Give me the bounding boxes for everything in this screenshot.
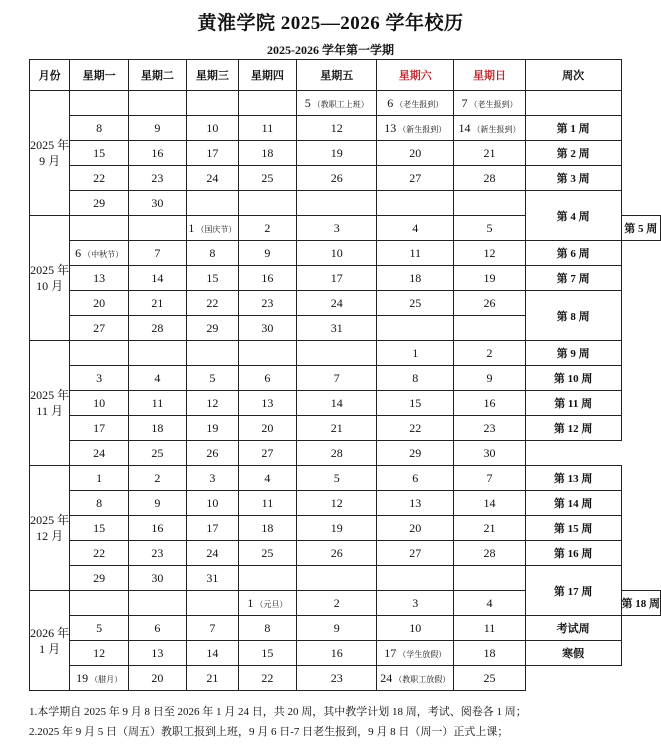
day-cell: 11 [238, 491, 296, 516]
week-number-cell: 第 16 周 [525, 541, 621, 566]
day-cell: 17 [70, 416, 129, 441]
day-cell: 16 [238, 266, 296, 291]
week-number-cell: 第 15 周 [525, 516, 621, 541]
header-wednesday: 星期三 [186, 60, 238, 91]
day-note: （学生放假） [398, 649, 447, 659]
day-note: （元旦） [255, 599, 288, 609]
day-cell: 21 [128, 291, 186, 316]
week-number-cell: 寒假 [525, 641, 621, 666]
day-cell: 22 [377, 416, 454, 441]
day-number: 1 [247, 595, 254, 610]
day-cell [70, 666, 129, 691]
day-cell: 12 [454, 241, 526, 266]
day-cell: 31 [186, 566, 238, 591]
day-cell: 18 [377, 266, 454, 291]
day-cell: 13 [70, 266, 129, 291]
day-cell: 3 [186, 466, 238, 491]
day-cell [454, 91, 526, 116]
day-cell: 28 [297, 441, 377, 466]
week-row [30, 616, 661, 641]
day-cell: 4 [454, 591, 526, 616]
note-line: 2.2025 年 9 月 5 日（周五）教职工报到上班，9 月 6 日-7 日老生报到，9 月 8 日（周一）正式上课； [29, 726, 509, 738]
day-cell: 13 [377, 491, 454, 516]
day-cell: 10 [186, 491, 238, 516]
day-cell: 25 [377, 291, 454, 316]
month-label [30, 91, 70, 216]
header-sunday: 星期日 [454, 60, 526, 91]
day-cell: 27 [377, 166, 454, 191]
day-cell: 4 [238, 466, 296, 491]
day-cell [238, 91, 296, 116]
day-cell: 7 [186, 616, 238, 641]
day-cell: 25 [238, 166, 296, 191]
day-cell: 11 [128, 391, 186, 416]
day-cell: 29 [70, 191, 129, 216]
day-cell: 2 [128, 466, 186, 491]
day-number: 17 [384, 645, 397, 660]
day-note: （新生报到） [398, 124, 447, 134]
week-row [30, 566, 661, 591]
day-cell [70, 216, 129, 241]
day-cell: 16 [128, 516, 186, 541]
day-cell: 9 [454, 366, 526, 391]
day-cell: 10 [377, 616, 454, 641]
day-cell: 2 [454, 341, 526, 366]
day-cell [297, 566, 377, 591]
day-cell [128, 91, 186, 116]
day-cell [454, 191, 526, 216]
week-number-cell: 第 18 周 [621, 591, 661, 616]
day-cell: 12 [297, 116, 377, 141]
day-cell: 18 [238, 516, 296, 541]
day-cell: 25 [128, 441, 186, 466]
day-cell [186, 591, 238, 616]
day-cell: 7 [128, 241, 186, 266]
day-cell: 15 [70, 516, 129, 541]
day-cell: 22 [70, 166, 129, 191]
week-row [30, 366, 661, 391]
day-cell: 14 [454, 491, 526, 516]
semester-notes [29, 702, 661, 742]
day-cell: 31 [297, 316, 377, 341]
week-row [30, 141, 661, 166]
day-cell: 3 [377, 591, 454, 616]
day-cell [186, 216, 238, 241]
day-number: 14 [458, 120, 471, 135]
day-cell: 9 [297, 616, 377, 641]
day-cell [377, 116, 454, 141]
month-label [30, 341, 70, 466]
header-tuesday: 星期二 [128, 60, 186, 91]
day-cell [186, 341, 238, 366]
day-cell [238, 566, 296, 591]
day-cell: 10 [186, 116, 238, 141]
day-cell: 27 [238, 441, 296, 466]
day-cell: 8 [70, 116, 129, 141]
day-cell: 6 [128, 616, 186, 641]
day-cell: 1 [70, 466, 129, 491]
day-cell: 16 [454, 391, 526, 416]
day-cell: 21 [297, 416, 377, 441]
day-cell: 26 [454, 291, 526, 316]
day-cell: 29 [377, 441, 454, 466]
day-cell: 5 [454, 216, 526, 241]
day-cell: 26 [186, 441, 238, 466]
day-cell [377, 566, 454, 591]
day-cell: 11 [454, 616, 526, 641]
week-number-cell: 第 13 周 [525, 466, 621, 491]
day-cell: 8 [238, 616, 296, 641]
day-cell: 9 [238, 241, 296, 266]
day-cell: 23 [238, 291, 296, 316]
day-cell: 2 [297, 591, 377, 616]
header-saturday: 星期六 [377, 60, 454, 91]
day-cell: 13 [128, 641, 186, 666]
day-cell: 25 [238, 541, 296, 566]
day-cell: 14 [186, 641, 238, 666]
day-cell: 12 [186, 391, 238, 416]
day-note: （中秋节） [83, 249, 124, 259]
day-cell: 23 [128, 541, 186, 566]
day-cell: 24 [186, 166, 238, 191]
day-cell: 30 [238, 316, 296, 341]
week-number-cell: 第 9 周 [525, 341, 621, 366]
month-label-line: 11 月 [36, 404, 63, 418]
week-row [30, 516, 661, 541]
day-cell: 11 [377, 241, 454, 266]
month-label-line: 10 月 [36, 279, 64, 293]
header-week-number: 周次 [525, 60, 621, 91]
week-row [30, 441, 661, 466]
week-number-cell: 第 17 周 [525, 566, 621, 616]
day-note: （教职工放假） [394, 674, 451, 684]
week-row [30, 241, 661, 266]
day-cell: 5 [186, 366, 238, 391]
day-cell [454, 566, 526, 591]
week-row [30, 91, 661, 116]
day-cell: 7 [297, 366, 377, 391]
day-cell: 30 [454, 441, 526, 466]
day-cell: 26 [297, 166, 377, 191]
week-number-cell: 考试周 [525, 616, 621, 641]
day-cell: 28 [454, 166, 526, 191]
header-row [30, 60, 661, 91]
day-number: 13 [384, 120, 397, 135]
week-number-cell: 第 8 周 [525, 291, 621, 341]
week-number-cell: 第 12 周 [525, 416, 621, 441]
week-row [30, 641, 661, 666]
month-label-line: 9 月 [39, 154, 61, 168]
week-number-cell: 第 10 周 [525, 366, 621, 391]
day-cell: 6 [377, 466, 454, 491]
day-number: 19 [76, 670, 89, 685]
day-cell: 30 [128, 191, 186, 216]
note-line: 1.本学期自 2025 年 9 月 8 日至 2026 年 1 月 24 日，共 20 周，其中教学计划 18 周，考试、阅卷各 1 周； [29, 706, 527, 718]
week-row [30, 416, 661, 441]
day-cell [70, 341, 129, 366]
day-cell: 23 [128, 166, 186, 191]
day-cell [238, 341, 296, 366]
day-cell: 21 [454, 516, 526, 541]
month-label-line: 12 月 [36, 529, 64, 543]
day-cell [128, 341, 186, 366]
day-cell [377, 191, 454, 216]
day-cell [186, 191, 238, 216]
week-row [30, 466, 661, 491]
day-cell [70, 91, 129, 116]
day-cell: 24 [70, 441, 129, 466]
day-cell [128, 591, 186, 616]
week-number-cell: 第 2 周 [525, 141, 621, 166]
day-cell: 15 [377, 391, 454, 416]
day-note: （教职工上班） [312, 99, 369, 109]
calendar-table [29, 59, 661, 691]
day-cell: 19 [297, 516, 377, 541]
day-cell: 12 [70, 641, 129, 666]
day-cell: 15 [238, 641, 296, 666]
calendar-body [30, 91, 661, 691]
day-cell: 10 [70, 391, 129, 416]
day-cell [70, 241, 129, 266]
day-cell [238, 191, 296, 216]
day-cell: 3 [297, 216, 377, 241]
week-row [30, 191, 661, 216]
day-cell: 19 [186, 416, 238, 441]
day-cell: 19 [454, 266, 526, 291]
day-cell: 4 [128, 366, 186, 391]
day-cell: 21 [454, 141, 526, 166]
day-cell: 20 [128, 666, 186, 691]
day-cell: 7 [454, 466, 526, 491]
day-note: （老生报到） [469, 99, 518, 109]
month-label-line: 2025 年 [30, 263, 70, 277]
week-number-cell: 第 5 周 [621, 216, 661, 241]
month-label [30, 591, 70, 691]
week-number-cell: 第 6 周 [525, 241, 621, 266]
week-number-cell: 第 14 周 [525, 491, 621, 516]
week-row [30, 291, 661, 316]
week-number-cell: 第 3 周 [525, 166, 621, 191]
day-cell [238, 591, 296, 616]
day-cell: 8 [377, 366, 454, 391]
month-label [30, 216, 70, 341]
day-cell: 16 [128, 141, 186, 166]
week-row [30, 391, 661, 416]
day-cell: 18 [454, 641, 526, 666]
week-number-cell: 第 7 周 [525, 266, 621, 291]
day-cell: 18 [128, 416, 186, 441]
day-cell: 3 [70, 366, 129, 391]
day-cell: 25 [454, 666, 526, 691]
week-row [30, 666, 661, 691]
day-cell: 30 [128, 566, 186, 591]
day-cell [297, 191, 377, 216]
day-cell: 22 [70, 541, 129, 566]
day-cell: 5 [297, 466, 377, 491]
day-note: （腊月） [90, 674, 123, 684]
day-cell: 24 [297, 291, 377, 316]
day-cell: 29 [186, 316, 238, 341]
header-friday: 星期五 [297, 60, 377, 91]
day-cell: 26 [297, 541, 377, 566]
day-cell: 14 [297, 391, 377, 416]
day-cell: 8 [70, 491, 129, 516]
week-number-cell: 第 11 周 [525, 391, 621, 416]
day-cell [377, 666, 454, 691]
week-number-cell: 第 4 周 [525, 191, 621, 241]
day-cell: 22 [186, 291, 238, 316]
day-cell: 24 [186, 541, 238, 566]
week-row [30, 341, 661, 366]
day-cell: 29 [70, 566, 129, 591]
day-note: （新生报到） [472, 124, 521, 134]
day-cell [377, 316, 454, 341]
month-label-line: 2026 年 [30, 625, 70, 640]
day-cell: 9 [128, 116, 186, 141]
week-row [30, 541, 661, 566]
day-cell: 6 [238, 366, 296, 391]
month-label-line: 2025 年 [30, 513, 70, 527]
day-cell [454, 316, 526, 341]
month-label-line: 1 月 [39, 641, 61, 656]
day-number: 5 [304, 95, 311, 110]
day-cell: 15 [70, 141, 129, 166]
week-row [30, 116, 661, 141]
week-row [30, 491, 661, 516]
day-cell: 13 [238, 391, 296, 416]
day-cell: 23 [297, 666, 377, 691]
day-number: 24 [380, 670, 393, 685]
day-cell: 4 [377, 216, 454, 241]
day-cell: 28 [454, 541, 526, 566]
day-cell: 8 [186, 241, 238, 266]
day-cell [377, 91, 454, 116]
semester-subtitle: 2025-2026 学年第一学期 [267, 43, 394, 57]
day-cell: 15 [186, 266, 238, 291]
month-label-line: 2025 年 [30, 388, 70, 402]
day-number: 1 [188, 220, 195, 235]
day-cell: 10 [297, 241, 377, 266]
day-cell: 1 [377, 341, 454, 366]
day-cell: 20 [70, 291, 129, 316]
day-cell [70, 591, 129, 616]
day-cell: 18 [238, 141, 296, 166]
day-cell: 17 [186, 141, 238, 166]
day-cell [377, 641, 454, 666]
day-cell: 27 [70, 316, 129, 341]
day-cell [186, 91, 238, 116]
header-monday: 星期一 [70, 60, 129, 91]
day-cell [297, 91, 377, 116]
day-cell: 11 [238, 116, 296, 141]
day-cell: 20 [377, 141, 454, 166]
day-cell [297, 341, 377, 366]
day-cell [128, 216, 186, 241]
day-cell [454, 116, 526, 141]
day-cell: 19 [297, 141, 377, 166]
week-row [30, 266, 661, 291]
day-cell: 16 [297, 641, 377, 666]
month-label [30, 466, 70, 591]
day-cell: 17 [186, 516, 238, 541]
day-cell: 17 [297, 266, 377, 291]
day-note: （国庆节） [196, 224, 237, 234]
month-label-line: 2025 年 [30, 138, 70, 152]
day-cell: 22 [238, 666, 296, 691]
day-cell: 9 [128, 491, 186, 516]
day-note: （老生报到） [395, 99, 444, 109]
day-cell: 14 [128, 266, 186, 291]
day-number: 6 [75, 245, 82, 260]
day-cell: 5 [70, 616, 129, 641]
day-number: 7 [461, 95, 468, 110]
day-cell: 20 [238, 416, 296, 441]
calendar-title: 黄淮学院 2025—2026 学年校历 [197, 13, 464, 34]
header-thursday: 星期四 [238, 60, 296, 91]
day-cell: 28 [128, 316, 186, 341]
day-cell: 23 [454, 416, 526, 441]
week-row [30, 166, 661, 191]
day-cell: 20 [377, 516, 454, 541]
day-number: 6 [387, 95, 394, 110]
day-cell: 12 [297, 491, 377, 516]
day-cell: 21 [186, 666, 238, 691]
day-cell: 2 [238, 216, 296, 241]
header-month: 月份 [30, 60, 70, 91]
week-number-cell [525, 91, 621, 116]
week-number-cell: 第 1 周 [525, 116, 621, 141]
day-cell: 27 [377, 541, 454, 566]
